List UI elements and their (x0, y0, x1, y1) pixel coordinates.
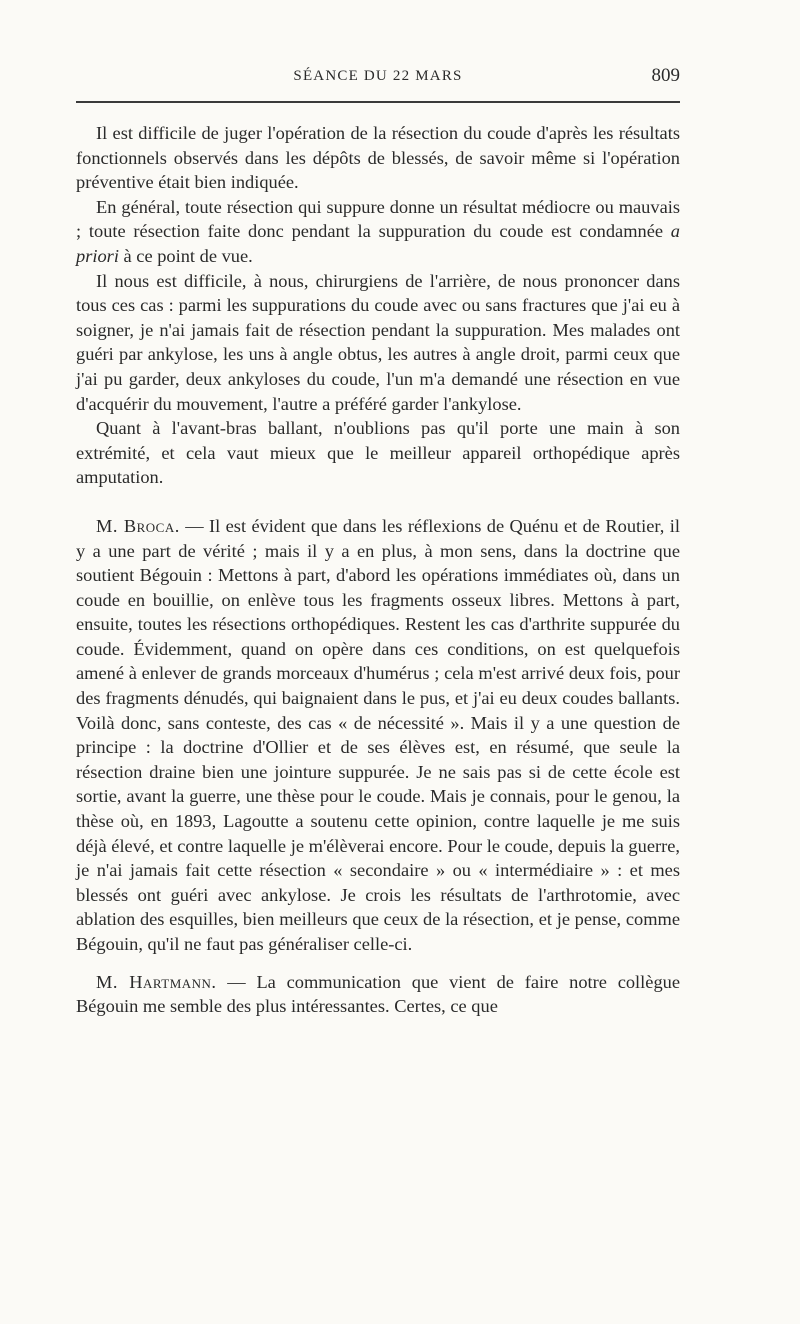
paragraph-4: Quant à l'avant-bras ballant, n'oublions pas qu'il porte une main à son extrémité, et cela vaut mieux que le meilleur appareil orthopédique après amputation. (76, 418, 680, 488)
body-text (76, 121, 680, 1019)
paragraph-broca (76, 514, 680, 957)
paragraph-broca-text: — Il est évident que dans les réflexions de Quénu et de Routier, il y a une part de vérité ; mais il y a en plus, à mon sens, dans la doctrine que soutient Bégouin : Mettons à part, d'abord les opérations immédiates où, dans un coude en bouillie, on enlève tous les fragments osseux libres. Mettons à part, ensuite, toutes les résections orthopédiques. Restent les cas d'arthrite suppurée du coude. Évidemment, quand on opère dans ces conditions, on est quelquefois amené à enlever de grands morceaux d'humérus ; cela m'est arrivé deux fois, pour des fragments dénudés, qui baignaient dans le pus, et j'ai eu deux coudes ballants. Voilà donc, sans conteste, des cas « de nécessité ». Mais il y a une question de principe : la doctrine d'Ollier et de ses élèves est, en résumé, que seule la résection draine bien une jointure suppurée. Je ne sais pas si de cette école est sortie, avant la guerre, une thèse pour le coude. Mais je connais, pour le genou, la thèse où, en 1893, Lagoutte a soutenu cette opinion, contre laquelle je me suis déjà élevé, et contre laquelle je m'élèverai encore. Pour le coude, depuis la guerre, je n'ai jamais fait cette résection « secondaire » ou « intermédiaire » : et mes blessés ont guéri avec ankylose. Je crois les résultats de l'arthrotomie, avec ablation des esquilles, bien meilleurs que ceux de la résection, et je pense, comme Bégouin, qu'il ne faut pas généraliser celle-ci. (76, 515, 680, 954)
page-number: 809 (651, 65, 680, 86)
italic-phrase: a priori (76, 221, 680, 266)
paragraph-2 (76, 195, 680, 269)
running-header (76, 64, 680, 88)
paragraph-1: Il est difficile de juger l'opération de la résection du coude d'après les résultats fonctionnels observés dans les dépôts de blessés, de savoir même si l'opération préventive était bien indiquée. (76, 123, 680, 193)
paragraph-hartmann-text: — La communication que vient de faire notre collègue Bégouin me semble des plus intéressantes. Certes, ce que (76, 971, 680, 1017)
header-rule (76, 101, 680, 103)
speaker-name-hartmann: M. Hartmann. (96, 971, 217, 992)
paragraph-hartmann (76, 970, 680, 1019)
speaker-name-broca: M. Broca. (96, 515, 180, 536)
paragraph-3: Il nous est difficile, à nous, chirurgiens de l'arrière, de nous prononcer dans tous ces cas : parmi les suppurations du coude avec ou sans fractures que j'ai eu à soigner, je n'ai jamais fait de résection pendant la suppuration. Mes malades ont guéri par ankylose, les uns à angle obtus, les autres à angle droit, parmi ceux que j'ai pu garder, deux ankyloses du coude, l'un m'a demandé une résection en vue d'acquérir du mouvement, l'autre a préféré garder l'ankylose. (76, 270, 680, 414)
paragraph-2-text-end: à ce point de vue. (118, 245, 253, 266)
paragraph-2-text-start: En général, toute résection qui suppure donne un résultat médiocre ou mauvais ; toute résection faite donc pendant la suppuration du coude est condamnée (76, 196, 680, 242)
running-title: SÉANCE DU 22 MARS (293, 68, 463, 84)
